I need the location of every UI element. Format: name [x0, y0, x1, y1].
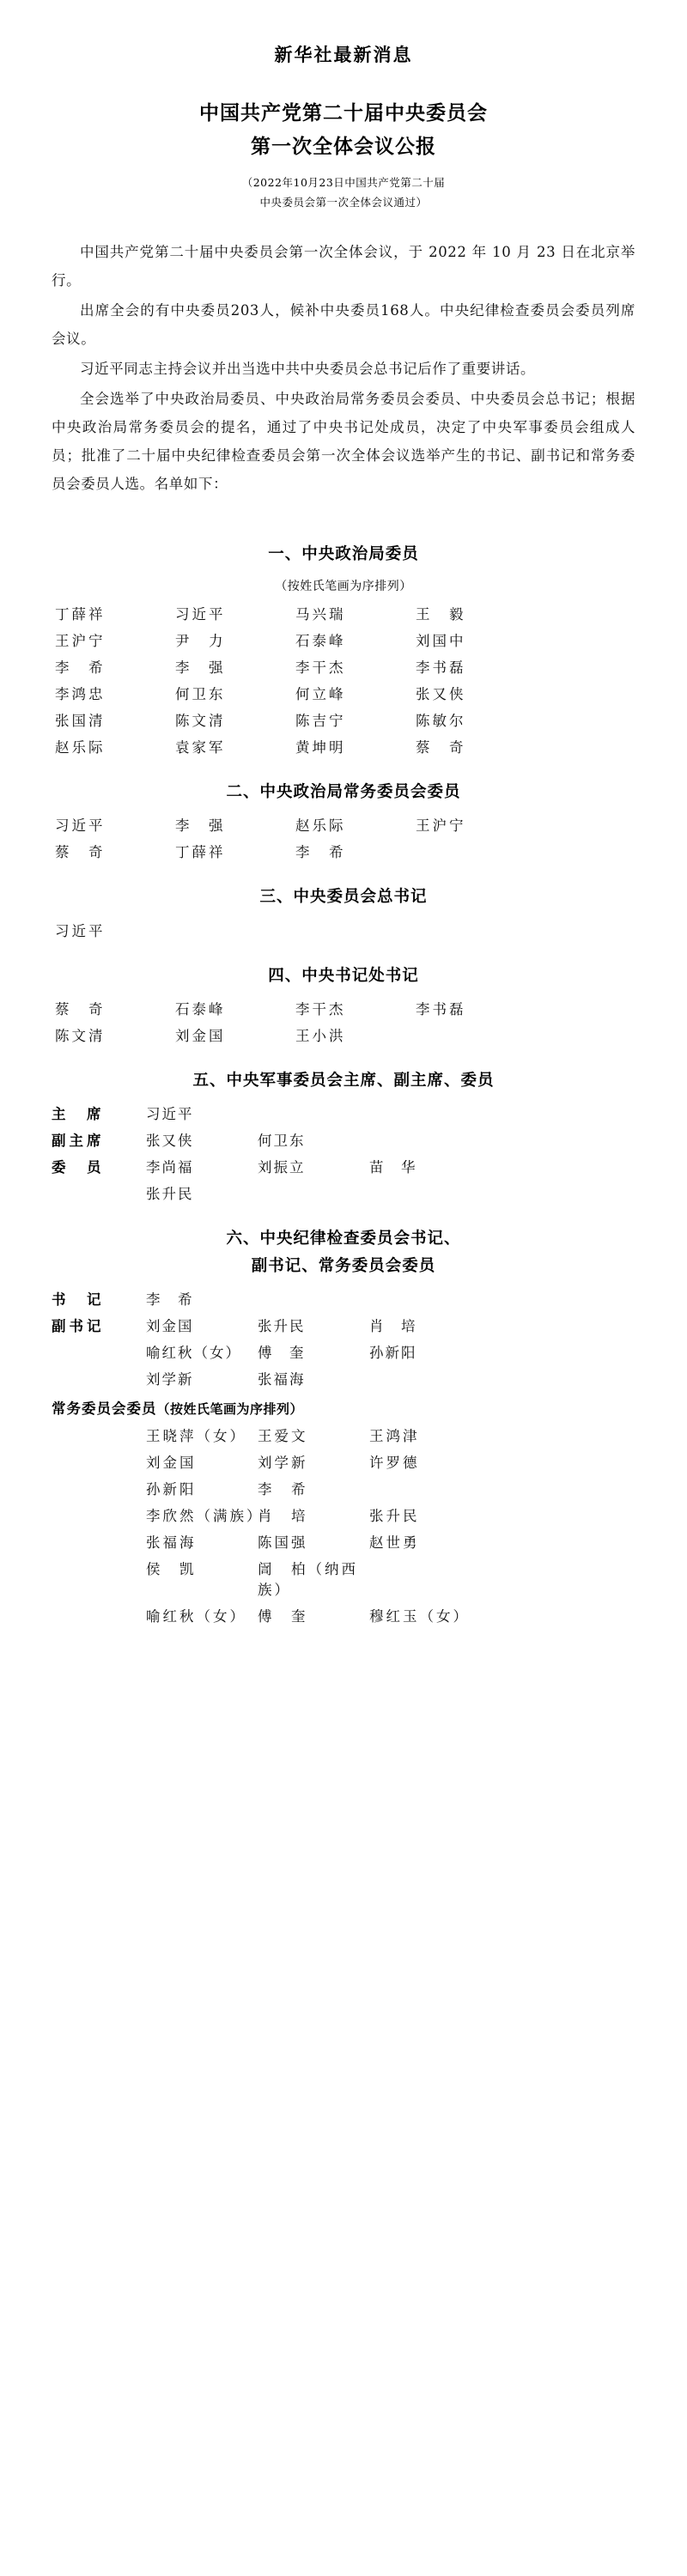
name-cell: 张福海: [258, 1371, 306, 1388]
name-cell: 孙新阳: [369, 1345, 417, 1362]
name-cell: 马兴瑞: [295, 605, 346, 623]
section-note: （按姓氏笔画为序排列）: [275, 579, 412, 593]
name-cell: 刘金国: [146, 1318, 194, 1335]
name-cell: 喻红秋（女）: [146, 1608, 246, 1625]
title-line-1: 中国共产党第二十届中央委员会: [199, 101, 488, 125]
name-cell: 丁薛祥: [55, 605, 106, 623]
name-cell: 蔡 奇: [55, 1000, 106, 1018]
name-cell: 石泰峰: [295, 632, 346, 649]
section-heading-line-1: 六、中央纪律检查委员会书记、: [226, 1230, 461, 1249]
name-cell: 刘国中: [416, 632, 466, 649]
name-cell: 李 希: [258, 1481, 308, 1498]
labeled-row: [52, 1315, 635, 1335]
name-cell: 何卫东: [258, 1133, 306, 1150]
name-cell: 李干杰: [295, 1000, 346, 1018]
subtitle-line-2: 中央委员会第一次全体会议通过）: [259, 195, 428, 209]
name-cell: 陈国强: [258, 1534, 308, 1552]
name-cell: 肖 培: [258, 1508, 308, 1525]
section-heading: 二、中央政治局常务委员会委员: [226, 782, 461, 801]
name-cell: 李欣然（满族）: [146, 1508, 264, 1525]
role-label: 副主席: [52, 1133, 105, 1150]
section-heading: 三、中央委员会总书记: [259, 888, 428, 907]
name-cell: 陈吉宁: [295, 712, 346, 729]
name-cell: 赵世勇: [369, 1534, 420, 1552]
name-row: [55, 1024, 635, 1045]
name-cell: 李鸿忠: [55, 685, 106, 702]
name-row: [146, 1558, 635, 1599]
name-row: [55, 814, 635, 835]
name-row: [55, 603, 635, 623]
name-cell: 张又侠: [416, 685, 466, 702]
standing-committee-heading: [52, 1397, 635, 1418]
labeled-row: [52, 1103, 635, 1123]
name-cell: 訚 柏（纳西族）: [258, 1561, 358, 1599]
paragraph: 习近平同志主持会议并出当选中共中央委员会总书记后作了重要讲话。: [80, 361, 536, 378]
name-cell: 赵乐际: [295, 817, 346, 835]
name-cell: 刘振立: [258, 1159, 306, 1176]
name-cell: 丁薛祥: [175, 844, 226, 861]
name-cell: 黄坤明: [295, 738, 346, 756]
name-cell: 李 希: [295, 844, 346, 861]
name-cell: 习近平: [146, 1106, 194, 1123]
name-cell: 王 毅: [416, 605, 466, 623]
labeled-row: [52, 1368, 635, 1388]
name-row: [146, 1425, 635, 1445]
name-cell: 陈敏尔: [416, 712, 466, 729]
name-cell: 孙新阳: [146, 1481, 197, 1498]
name-row: [55, 683, 635, 703]
name-cell: 王晓萍（女）: [146, 1428, 246, 1445]
name-row: [55, 841, 635, 861]
name-cell: 李 希: [146, 1291, 194, 1309]
name-cell: [369, 1478, 481, 1498]
name-cell: 许罗德: [369, 1455, 420, 1472]
name-cell: 刘学新: [258, 1455, 308, 1472]
name-cell: 袁家军: [175, 738, 226, 756]
document-subtitle: [52, 173, 635, 212]
name-cell: 陈文清: [55, 1027, 106, 1044]
name-cell: 王爱文: [258, 1428, 308, 1445]
name-cell: 肖 培: [369, 1318, 417, 1335]
name-cell: 何立峰: [295, 685, 346, 702]
role-label: 书 记: [52, 1291, 105, 1309]
name-cell: 赵乐际: [55, 738, 106, 756]
name-cell: 王鸿津: [369, 1428, 420, 1445]
name-cell: 刘金国: [175, 1027, 226, 1044]
section-heading-line-2: 副书记、常务委员会委员: [251, 1256, 436, 1275]
section-heading: [52, 1225, 635, 1279]
name-list: [52, 814, 635, 861]
name-cell: 习近平: [175, 605, 226, 623]
name-cell: 傅 奎: [258, 1345, 306, 1362]
name-cell: 李 强: [175, 659, 226, 676]
name-cell: 王小洪: [295, 1027, 346, 1044]
section-heading: 五、中央军事委员会主席、副主席、委员: [192, 1071, 495, 1090]
name-cell: 李 希: [55, 659, 106, 676]
name-row: [55, 736, 635, 756]
name-cell: 喻红秋（女）: [146, 1345, 241, 1362]
name-row: [55, 629, 635, 650]
name-cell: 李尚福: [146, 1159, 194, 1176]
name-cell: 张升民: [146, 1186, 194, 1203]
paragraph: 出席全会的有中央委员203人，候补中央委员168人。中央纪律检查委员会委员列席会议。: [52, 302, 635, 348]
paragraph: 中国共产党第二十届中央委员会第一次全体会议，于 2022 年 10 月 23 日在北京举行。: [52, 244, 635, 289]
name-cell: 张福海: [146, 1534, 197, 1552]
name-row: [55, 656, 635, 677]
name-cell: 李书磊: [416, 1000, 466, 1018]
name-row: [146, 1504, 635, 1525]
name-cell: [369, 1558, 481, 1599]
name-cell: 陈文清: [175, 712, 226, 729]
name-cell: 张升民: [369, 1508, 420, 1525]
labeled-row: [52, 1129, 635, 1150]
name-cell: 何卫东: [175, 685, 226, 702]
standing-committee-list: [146, 1425, 635, 1625]
name-cell: 习近平: [55, 817, 106, 835]
subtitle-line-1: （2022年10月23日中国共产党第二十届: [241, 176, 446, 190]
name-cell: 李书磊: [416, 659, 466, 676]
paragraph: 全会选举了中央政治局委员、中央政治局常务委员会委员、中央委员会总书记；根据中央政治局常务委员会的提名，通过了中央书记处成员，决定了中央军事委员会组成人员；批准了二十届中央纪律检查委员会第一次全体会议选举产生的书记、副书记和常务委员会委员人选。名单如下：: [52, 391, 635, 493]
name-cell: [416, 841, 536, 861]
name-row: [55, 709, 635, 730]
name-cell: 傅 奎: [258, 1608, 308, 1625]
labeled-row: [52, 1182, 635, 1203]
role-label: 委 员: [52, 1159, 105, 1176]
name-list: [52, 998, 635, 1045]
name-cell: 刘金国: [146, 1455, 197, 1472]
name-cell: [416, 1024, 536, 1045]
section-heading: 一、中央政治局委员: [268, 545, 419, 564]
name-list: [52, 603, 635, 756]
role-label: 副书记: [52, 1318, 105, 1335]
masthead: 新华社最新消息: [274, 44, 413, 65]
labeled-row: [52, 1156, 635, 1176]
name-row: [146, 1531, 635, 1552]
name-cell: 张又侠: [146, 1133, 194, 1150]
name-cell: 王沪宁: [416, 817, 466, 835]
labeled-row: [52, 1288, 635, 1309]
name-cell: 穆红玉（女）: [369, 1608, 470, 1625]
name-cell: 侯 凯: [146, 1561, 197, 1578]
labeled-row: [52, 1341, 635, 1362]
name-cell: 石泰峰: [175, 1000, 226, 1018]
military-list: [52, 1103, 635, 1203]
name-cell: 张国清: [55, 712, 106, 729]
name-cell: 张升民: [258, 1318, 306, 1335]
standing-committee-note: （按姓氏笔画为序排列）: [156, 1401, 304, 1418]
name-cell: 王沪宁: [55, 632, 106, 649]
name-row: [146, 1451, 635, 1472]
title-line-2: 第一次全体会议公报: [251, 135, 436, 159]
standing-committee-label: 常务委员会委员: [52, 1400, 157, 1418]
page-title: [52, 96, 635, 163]
name-cell: 苗 华: [369, 1159, 417, 1176]
name-cell: 习近平: [55, 922, 106, 939]
name-cell: 李 强: [175, 817, 226, 835]
name-row: [146, 1478, 635, 1498]
role-label: 主 席: [52, 1106, 105, 1123]
name-cell: 刘学新: [146, 1371, 194, 1388]
name-cell: 李干杰: [295, 659, 346, 676]
name-cell: 尹 力: [175, 632, 226, 649]
discipline-list: [52, 1288, 635, 1388]
section-heading: 四、中央书记处书记: [268, 966, 419, 985]
name-row: [146, 1605, 635, 1625]
name-cell: 蔡 奇: [416, 738, 466, 756]
name-cell: 蔡 奇: [55, 844, 106, 861]
name-row: [55, 998, 635, 1018]
